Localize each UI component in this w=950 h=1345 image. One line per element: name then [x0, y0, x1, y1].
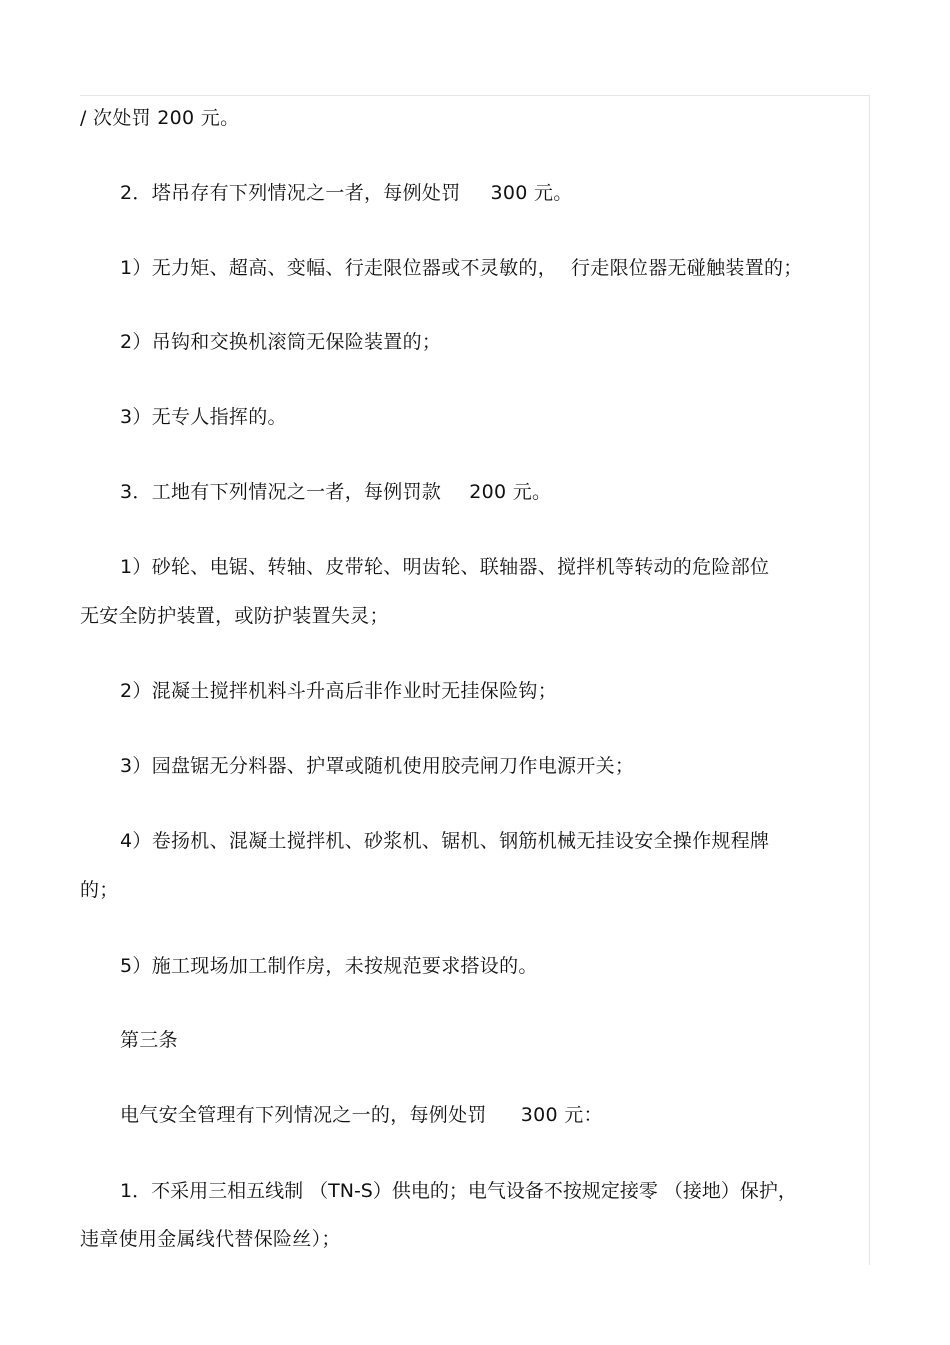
text-line-1	[80, 106, 239, 130]
text-line-15	[120, 1103, 603, 1127]
text-line-6	[120, 480, 551, 504]
line-8-text: 无安全防护装置，或防护装置失灵；	[80, 605, 389, 627]
line-6-amount: 200 元。	[469, 481, 552, 503]
text-line-7	[120, 555, 769, 579]
line-4-text: 2）吊钩和交换机滚筒无保险装置的；	[120, 331, 442, 353]
line-13-text: 5）施工现场加工制作房，未按规范要求搭设的。	[120, 955, 538, 977]
line-12-text: 的；	[80, 879, 119, 901]
page-right-border	[869, 95, 870, 1265]
text-line-13	[120, 954, 538, 978]
text-line-17	[80, 1227, 341, 1251]
line-5-text: 3）无专人指挥的。	[120, 406, 287, 428]
line-2-text: 2．塔吊存有下列情况之一者，每例处罚	[120, 182, 461, 204]
text-line-3	[120, 256, 803, 280]
line-15-amount: 300 元：	[520, 1104, 603, 1126]
text-line-9	[120, 679, 557, 703]
line-2-amount: 300 元。	[490, 182, 573, 204]
line-6-text: 3．工地有下列情况之一者，每例罚款	[120, 481, 442, 503]
line-15-text: 电气安全管理有下列情况之一的，每例处罚	[120, 1104, 487, 1126]
section-heading	[120, 1028, 178, 1052]
line-10-text: 3）园盘锯无分料器、护罩或随机使用胶壳闸刀作电源开关；	[120, 755, 635, 777]
text-line-16	[120, 1179, 797, 1203]
text-line-2	[120, 181, 573, 205]
line-3-text: 1）无力矩、超高、变幅、行走限位器或不灵敏的，	[120, 257, 557, 279]
line-3-tail: 行走限位器无碰触装置的；	[571, 257, 803, 279]
text-line-4	[120, 330, 441, 354]
line-17-text: 违章使用金属线代替保险丝）；	[80, 1228, 341, 1250]
text-line-11	[120, 829, 769, 853]
text-line-12	[80, 878, 119, 902]
text-line-8	[80, 604, 389, 628]
line-11-text: 4）卷扬机、混凝土搅拌机、砂浆机、锯机、钢筋机械无挂设安全操作规程牌	[120, 830, 770, 852]
page-top-border	[80, 95, 870, 96]
section-heading-text: 第三条	[120, 1029, 178, 1051]
line-1-text: / 次处罚 200 元。	[80, 107, 240, 129]
text-line-5	[120, 405, 287, 429]
line-9-text: 2）混凝土搅拌机料斗升高后非作业时无挂保险钩；	[120, 680, 557, 702]
line-7-text: 1）砂轮、电锯、转轴、皮带轮、明齿轮、联轴器、搅拌机等转动的危险部位	[120, 556, 770, 578]
line-16-text: 1．不采用三相五线制 （TN-S）供电的；电气设备不按规定接零 （接地）保护，	[120, 1180, 797, 1202]
text-line-10	[120, 754, 634, 778]
